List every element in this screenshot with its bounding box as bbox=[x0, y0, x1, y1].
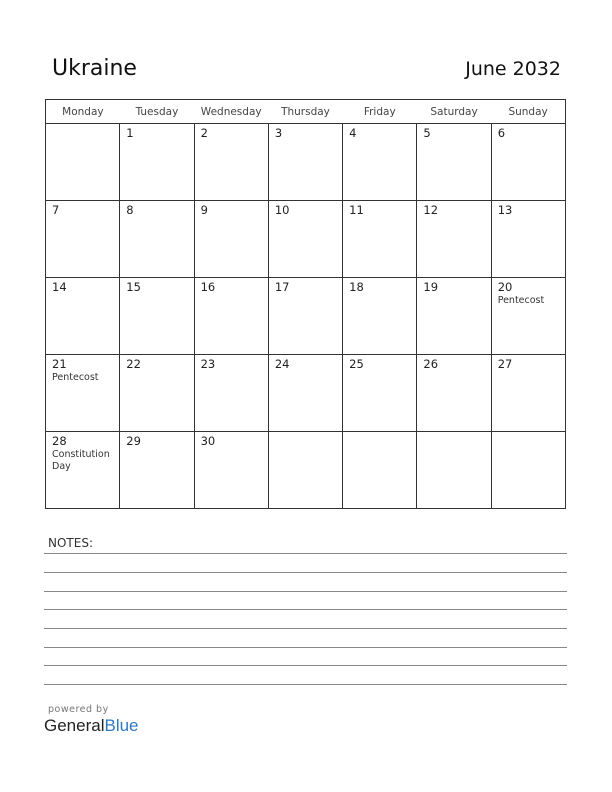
week-row bbox=[46, 278, 566, 355]
day-number: 10 bbox=[274, 203, 290, 217]
day-cell bbox=[491, 355, 565, 432]
day-cell bbox=[194, 278, 268, 355]
notes-label: NOTES: bbox=[48, 536, 93, 550]
day-cell bbox=[491, 278, 565, 355]
day-cell bbox=[120, 432, 194, 509]
day-number: 6 bbox=[497, 126, 506, 140]
day-number: 8 bbox=[126, 203, 134, 217]
weekday-header: Saturday bbox=[417, 100, 491, 124]
day-cell bbox=[46, 278, 120, 355]
note-line bbox=[44, 609, 567, 610]
day-number: 26 bbox=[423, 357, 439, 371]
weekday-header: Wednesday bbox=[194, 100, 268, 124]
calendar-grid bbox=[45, 99, 566, 509]
day-number: 19 bbox=[423, 280, 439, 294]
note-line bbox=[44, 647, 567, 648]
day-number bbox=[46, 124, 119, 126]
day-number: 28 bbox=[52, 434, 67, 448]
day-cell bbox=[194, 201, 268, 278]
weekday-header: Friday bbox=[343, 100, 417, 124]
day-number: 30 bbox=[200, 434, 216, 448]
day-cell bbox=[268, 355, 342, 432]
day-cell bbox=[417, 201, 491, 278]
day-cell bbox=[120, 124, 194, 201]
day-number bbox=[269, 432, 342, 434]
weekday-header: Thursday bbox=[268, 100, 342, 124]
day-cell bbox=[194, 355, 268, 432]
day-number bbox=[343, 432, 416, 434]
day-cell bbox=[268, 432, 342, 509]
powered-by-text: powered by bbox=[48, 704, 109, 715]
day-number: 23 bbox=[200, 357, 216, 371]
day-number: 11 bbox=[349, 203, 364, 217]
holiday-label: Constitution Day bbox=[52, 449, 110, 472]
weekday-header: Tuesday bbox=[120, 100, 194, 124]
day-cell bbox=[491, 124, 565, 201]
day-cell bbox=[268, 278, 342, 355]
country-title: Ukraine bbox=[52, 56, 137, 81]
day-number: 17 bbox=[274, 280, 290, 294]
day-cell bbox=[343, 355, 417, 432]
day-cell bbox=[417, 124, 491, 201]
note-line bbox=[44, 628, 567, 629]
day-cell bbox=[268, 124, 342, 201]
day-number bbox=[492, 432, 565, 434]
day-number: 16 bbox=[200, 280, 216, 294]
weekday-header: Sunday bbox=[491, 100, 565, 124]
day-cell bbox=[46, 124, 120, 201]
day-cell bbox=[491, 432, 565, 509]
note-line bbox=[44, 665, 567, 666]
note-line bbox=[44, 553, 567, 554]
day-number: 9 bbox=[200, 203, 208, 217]
day-number: 1 bbox=[126, 126, 134, 140]
day-number: 2 bbox=[200, 126, 208, 140]
brand-general: General bbox=[44, 716, 105, 735]
day-cell bbox=[120, 278, 194, 355]
week-row bbox=[46, 201, 566, 278]
weekday-header-row bbox=[46, 100, 566, 124]
day-number: 13 bbox=[497, 203, 513, 217]
day-cell bbox=[417, 355, 491, 432]
day-cell bbox=[343, 278, 417, 355]
week-row bbox=[46, 432, 566, 509]
day-cell bbox=[268, 201, 342, 278]
day-cell bbox=[120, 355, 194, 432]
day-cell bbox=[491, 201, 565, 278]
day-cell bbox=[46, 355, 120, 432]
generalblue-logo[interactable] bbox=[44, 716, 139, 736]
day-number: 15 bbox=[126, 280, 141, 294]
day-cell bbox=[194, 432, 268, 509]
day-number: 24 bbox=[274, 357, 290, 371]
day-cell bbox=[417, 432, 491, 509]
day-number: 12 bbox=[423, 203, 439, 217]
note-line bbox=[44, 591, 567, 592]
day-number: 4 bbox=[349, 126, 357, 140]
holiday-label: Pentecost bbox=[52, 372, 99, 383]
day-cell bbox=[343, 432, 417, 509]
weekday-header: Monday bbox=[46, 100, 120, 124]
day-number: 25 bbox=[349, 357, 364, 371]
day-cell bbox=[46, 201, 120, 278]
holiday-label: Pentecost bbox=[497, 295, 545, 306]
week-row bbox=[46, 124, 566, 201]
brand-blue: Blue bbox=[104, 716, 139, 735]
day-number bbox=[417, 432, 490, 434]
day-number: 21 bbox=[52, 357, 67, 371]
day-cell bbox=[417, 278, 491, 355]
note-line bbox=[44, 684, 567, 685]
day-cell bbox=[194, 124, 268, 201]
day-number: 5 bbox=[423, 126, 431, 140]
day-number: 27 bbox=[497, 357, 513, 371]
day-cell bbox=[120, 201, 194, 278]
day-number: 14 bbox=[52, 280, 67, 294]
day-number: 29 bbox=[126, 434, 141, 448]
day-cell bbox=[343, 201, 417, 278]
note-line bbox=[44, 572, 567, 573]
day-number: 7 bbox=[52, 203, 60, 217]
day-number: 20 bbox=[497, 280, 513, 294]
day-number: 18 bbox=[349, 280, 364, 294]
day-number: 22 bbox=[126, 357, 141, 371]
day-number: 3 bbox=[274, 126, 283, 140]
week-row bbox=[46, 355, 566, 432]
month-year-title: June 2032 bbox=[465, 58, 561, 80]
day-cell bbox=[46, 432, 120, 509]
day-cell bbox=[343, 124, 417, 201]
